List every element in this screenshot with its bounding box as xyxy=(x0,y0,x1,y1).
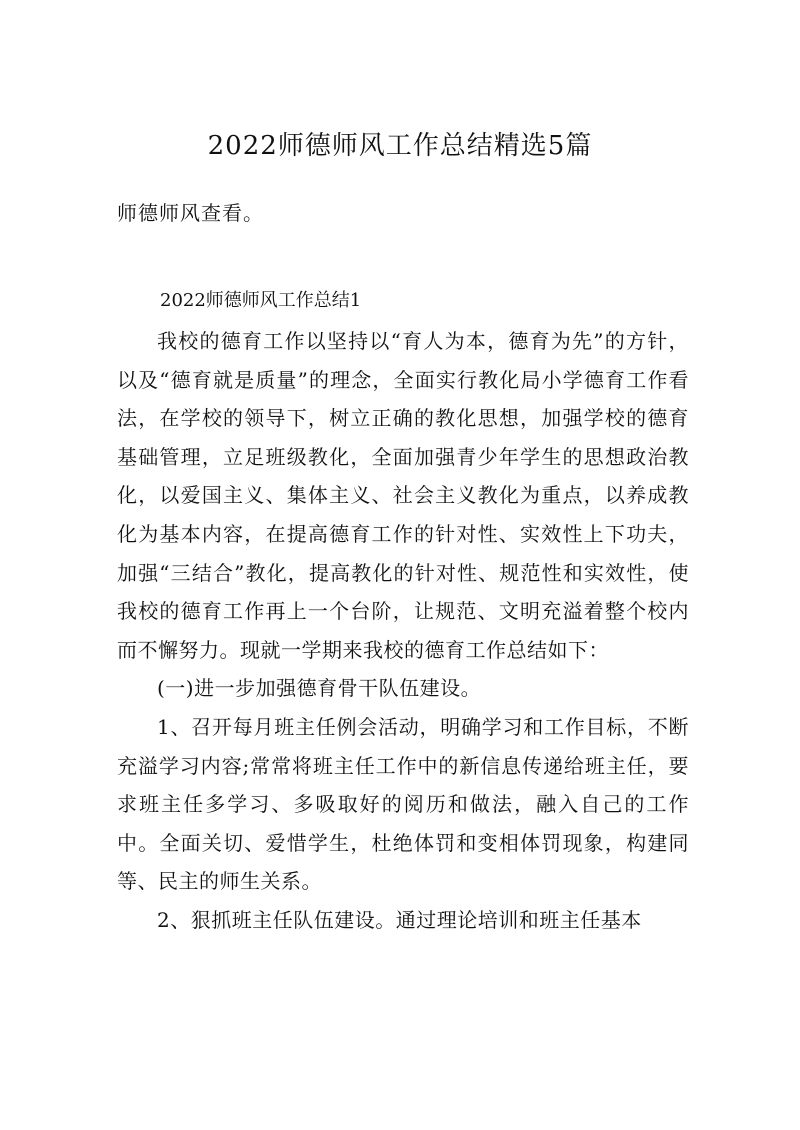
intro-text: 师德师风查看。 xyxy=(117,201,264,225)
paragraph: 我校的德育工作以坚持以“育人为本，德育为先”的方针，以及“德育就是质量”的理念，全面实行教化局小学德育工作看法，在学校的领导下，树立正确的教化思想，加强学校的德育基础管理，立足班级教化，全面加强青少年学生的思想政治教化，以爱国主义、集体主义、社会主义教化为重点，以养成教化为基本内容，在提高德育工作的针对性、实效性上下功夫，加强“三结合”教化，提高教化的针对性、规范性和实效性，使我校的德育工作再上一个台阶，让规范、文明充溢着整个校内而不懈努力。现就一学期来我校的德育工作总结如下： xyxy=(117,329,689,662)
document-title: 2022师德师风工作总结精选5篇 xyxy=(207,131,593,161)
paragraph: (一)进一步加强德育骨干队伍建设。 xyxy=(157,676,482,701)
section-heading: 2022师德师风工作总结1 xyxy=(160,290,362,311)
document-body xyxy=(117,322,689,940)
paragraph: 2、狠抓班主任队伍建设。通过理论培训和班主任基本 xyxy=(157,907,642,932)
paragraph: 1、召开每月班主任例会活动，明确学习和工作目标，不断充溢学习内容;常常将班主任工作中的新信息传递给班主任，要求班主任多学习、多吸取好的阅历和做法，融入自己的工作中。全面关切、爱惜学生，杜绝体罚和变相体罚现象，构建同等、民主的师生关系。 xyxy=(117,714,689,894)
